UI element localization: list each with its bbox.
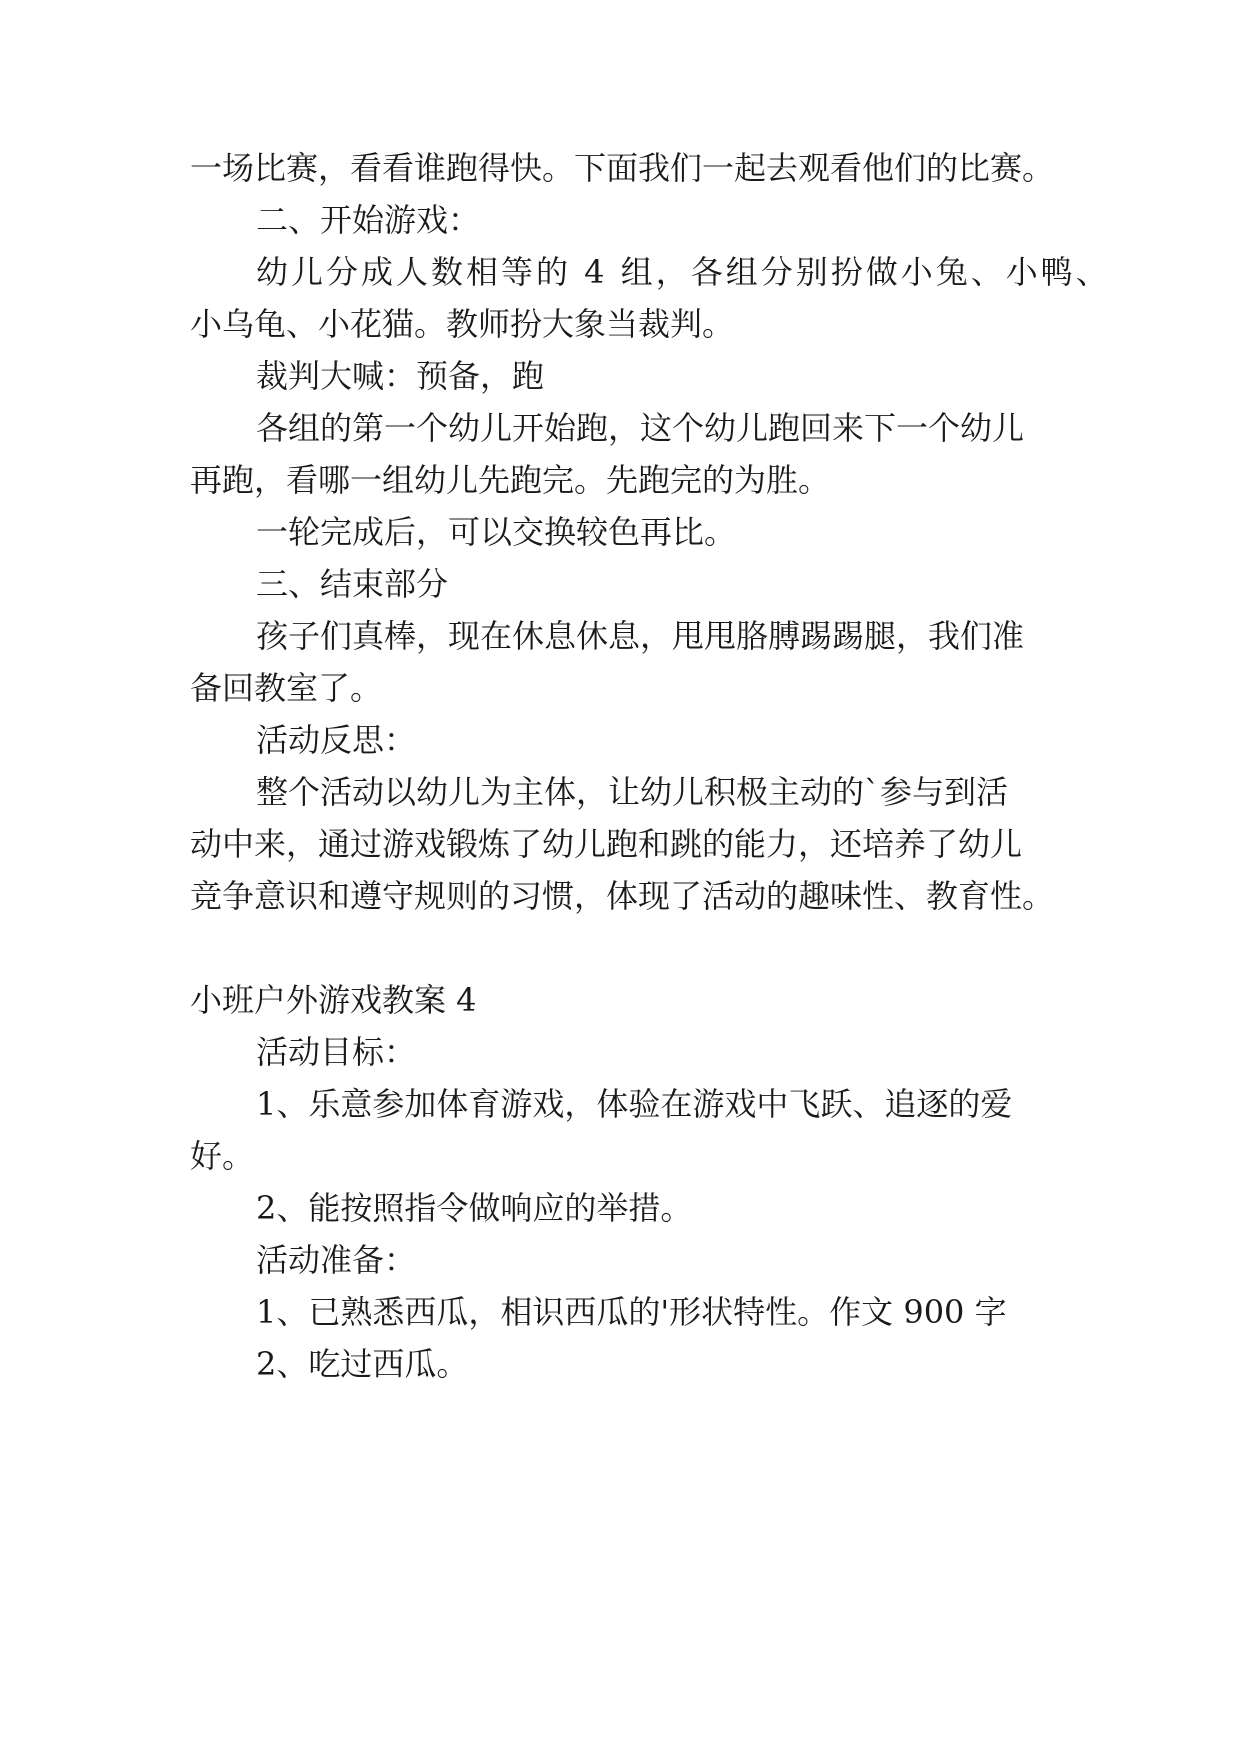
list-item: 1、已熟悉西瓜，相识西瓜的'形状特性。作文 900 字 xyxy=(256,1293,1007,1331)
paragraph-line: 小乌龟、小花猫。教师扮大象当裁判。 xyxy=(190,305,735,343)
paragraph-line: 各组的第一个幼儿开始跑，这个幼儿跑回来下一个幼儿 xyxy=(256,409,1025,447)
paragraph-line: 一轮完成后，可以交换较色再比。 xyxy=(256,513,737,551)
list-item: 2、吃过西瓜。 xyxy=(256,1345,469,1383)
paragraph-line: 备回教室了。 xyxy=(190,669,383,707)
paragraph-line: 幼儿分成人数相等的 4 组，各组分别扮做小兔、小鸭、 xyxy=(256,253,1111,291)
section-heading-reflection: 活动反思： xyxy=(256,721,417,759)
paragraph-line: 裁判大喊：预备，跑 xyxy=(256,357,545,395)
list-item: 2、能按照指令做响应的举措。 xyxy=(256,1189,693,1227)
paragraph-line: 竞争意识和遵守规则的习惯，体现了活动的趣味性、教育性。 xyxy=(190,877,1055,915)
section-heading-goals: 活动目标： xyxy=(256,1033,417,1071)
paragraph-line: 动中来，通过游戏锻炼了幼儿跑和跳的能力，还培养了幼儿 xyxy=(190,825,1023,863)
section-heading-ending: 三、结束部分 xyxy=(256,565,449,603)
section-heading-start-game: 二、开始游戏： xyxy=(256,201,481,239)
paragraph-line: 好。 xyxy=(190,1137,255,1175)
lesson-plan-title: 小班户外游戏教案 4 xyxy=(190,981,477,1019)
paragraph-line: 孩子们真棒，现在休息休息，甩甩胳膊踢踢腿，我们准 xyxy=(256,617,1025,655)
section-heading-preparation: 活动准备： xyxy=(256,1241,417,1279)
paragraph-line: 再跑，看哪一组幼儿先跑完。先跑完的为胜。 xyxy=(190,461,831,499)
list-item: 1、乐意参加体育游戏，体验在游戏中飞跃、追逐的爱 xyxy=(256,1085,1013,1123)
paragraph-line: 一场比赛，看看谁跑得快。下面我们一起去观看他们的比赛。 xyxy=(190,149,1055,187)
paragraph-line: 整个活动以幼儿为主体，让幼儿积极主动的`参与到活 xyxy=(256,773,1009,811)
